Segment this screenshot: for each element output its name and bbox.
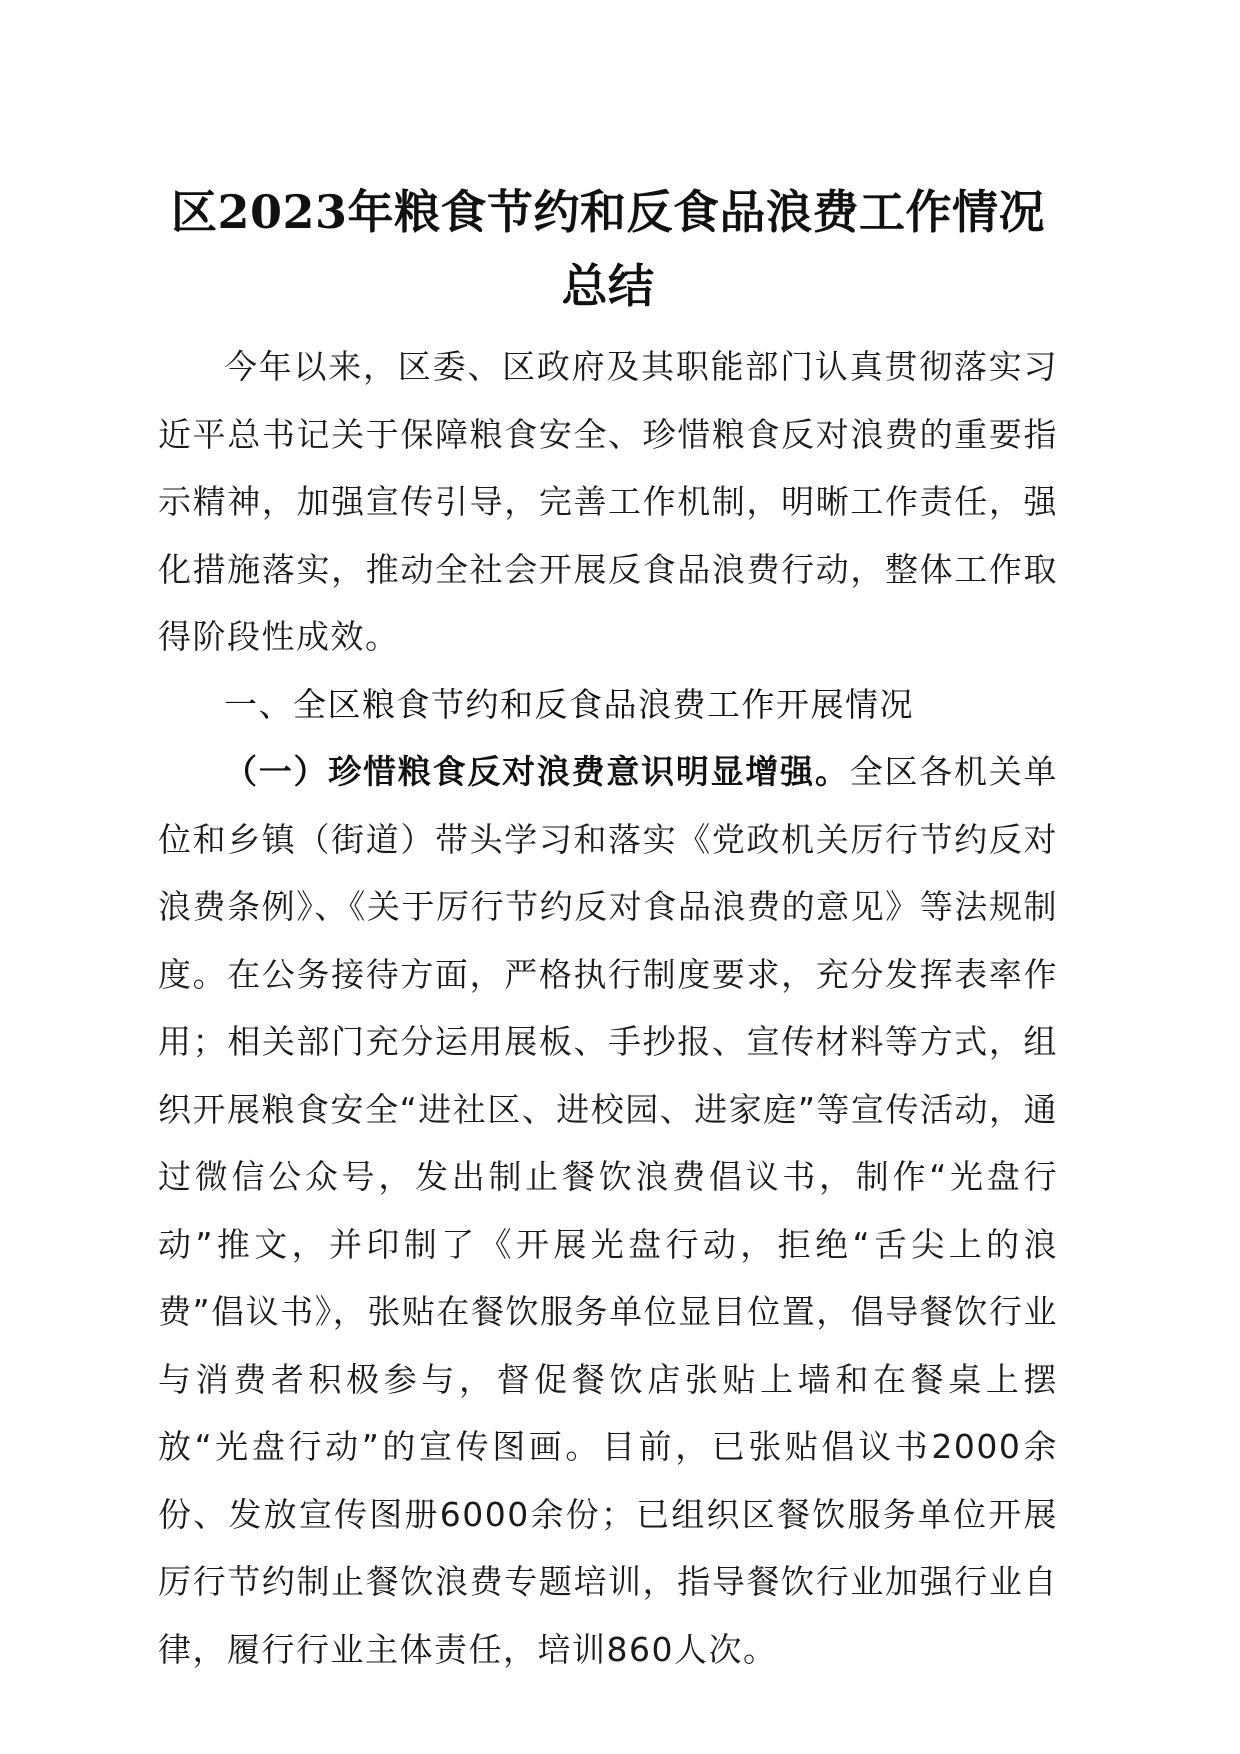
section-heading: 一、全区粮食节约和反食品浪费工作开展情况 bbox=[224, 684, 914, 724]
subsection-paragraph bbox=[158, 738, 1058, 1683]
subsection-heading: （一）珍惜粮食反对浪费意识明显增强。 bbox=[224, 752, 850, 791]
subsection-body: 全区各机关单位和乡镇（街道）带头学习和落实《党政机关厉行节约反对浪费条例》、《关于厉行节约反对食品浪费的意见》等法规制度。在公务接待方面，严格执行制度要求，充分发挥表率作用；相关部门充分运用展板、手抄报、宣传材料等方式，组织开展粮食安全“进社区、进校园、进家庭”等宣传活动，通过微信公众号，发出制止餐饮浪费倡议书，制作“光盘行动”推文，并印制了《开展光盘行动，拒绝“舌尖上的浪费”倡议书》，张贴在餐饮服务单位显目位置，倡导餐饮行业与消费者积极参与，督促餐饮店张贴上墙和在餐桌上摆放“光盘行动”的宣传图画。目前，已张贴倡议书2000余份、发放宣传图册6000余份；已组织区餐饮服务单位开展厉行节约制止餐饮浪费专题培训，指导餐饮行业加强行业自律，履行行业主体责任，培训860人次。 bbox=[158, 752, 1059, 1669]
document-title: 区2023年粮食节约和反食品浪费工作情况总结 bbox=[170, 185, 1046, 313]
document-body bbox=[158, 175, 1058, 1683]
intro-paragraph: 今年以来，区委、区政府及其职能部门认真贯彻落实习近平总书记关于保障粮食安全、珍惜粮食反对浪费的重要指示精神，加强宣传引导，完善工作机制，明晰工作责任，强化措施落实，推动全社会开展反食品浪费行动，整体工作取得阶段性成效。 bbox=[158, 347, 1058, 656]
